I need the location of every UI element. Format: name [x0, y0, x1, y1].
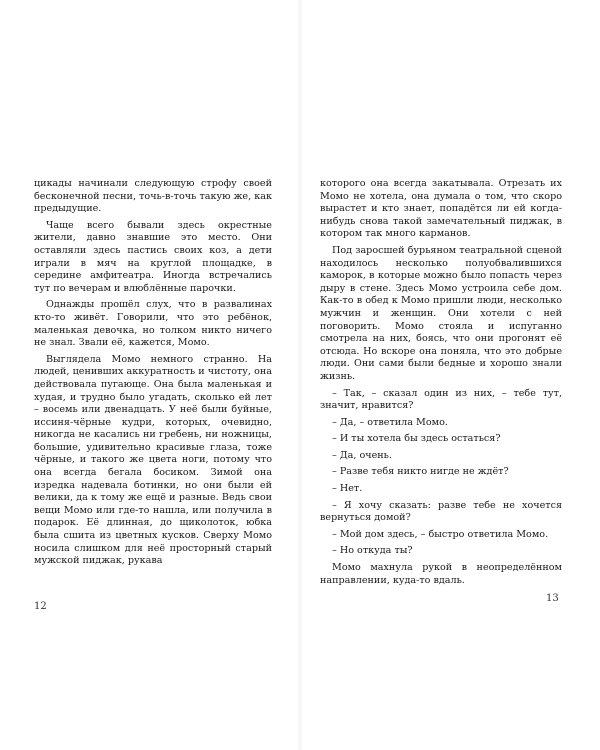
dialogue-line: – И ты хотела бы здесь остаться?	[332, 433, 501, 445]
paragraph: Чаще всего бывали здесь окрестные жители, давно знавшие это место. Они оставляли здесь пастись своих коз, а дети играли в мяч на круглой площадке, в середине амфитеатра. Иногда встречались тут по вечерам и влюблённые парочки.	[34, 219, 272, 294]
dialogue-line: – Так, – сказал один из них, – тебе тут, значит, нравится?	[320, 387, 562, 412]
page-number-right: 13	[546, 593, 559, 604]
dialogue-line: – Мой дом здесь, – быстро ответила Момо.	[332, 528, 549, 540]
paragraph: Однажды прошёл слух, что в развалинах кто-то живёт. Говорили, что это ребёнок, маленькая девочка, но толком никто ничего не знал. Звали её, кажется, Момо.	[34, 299, 272, 349]
right-page	[320, 178, 562, 587]
paragraph: Момо махнула рукой в неопределённом направлении, куда-то вдаль.	[320, 562, 562, 586]
dialogue-line: – Я хочу сказать: разве тебе не хочется вернуться домой?	[320, 499, 562, 524]
dialogue-line: – Нет.	[332, 483, 363, 495]
dialogue-line: – Разве тебя никто нигде не ждёт?	[332, 466, 509, 478]
page-gutter	[297, 0, 303, 750]
page-number-left: 12	[34, 601, 47, 612]
paragraph: Выглядела Момо немного странно. На людей, ценивших аккуратность и чистоту, она действовала пугающе. Она была маленькая и худая, и трудно было угадать, сколько ей лет – восемь или двенадцать. У неё были буйные, иссиня-чёрные кудри, которых, очевидно, никогда не касались ни гребень, ни ножницы, большие, удивительно красивые глаза, тоже чёрные, и такого же цвета ноги, потому что она всегда бегала босиком. Зимой она изредка надевала ботинки, но они были ей велики, да к тому же ещё и разные. Ведь свои вещи Момо или где-то нашла, или получила в подарок. Её длинная, до щиколоток, юбка была сшита из цветных кусков. Сверху Момо носила слишком для неё просторный старый мужской пиджак, рукава	[34, 353, 272, 567]
left-page	[34, 178, 272, 568]
paragraph: которого она всегда закатывала. Отрезать их Момо не хотела, она думала о том, что скоро вырастет и кто знает, попадётся ли ей когда-нибудь снова такой замечательный пиджак, в котором так много карманов.	[320, 178, 562, 240]
dialogue-line: – Да, очень.	[332, 449, 392, 461]
dialogue-line: – Да, – ответила Момо.	[332, 416, 448, 428]
dialogue-line: – Но откуда ты?	[332, 545, 413, 557]
paragraph: цикады начинали следующую строфу своей бесконечной песни, точь-в-точь такую же, как предыдущие.	[34, 178, 272, 215]
paragraph: Под заросшей бурьяном театральной сценой находилось несколько полуобвалившихся каморок, в которые можно было попасть через дыру в стене. Здесь Момо устроила себе дом. Как-то в обед к Момо пришли люди, несколько мужчин и женщин. Они хотели с ней поговорить. Момо стояла и испуганно смотрела на них, боясь, что они прогонят её отсюда. Но вскоре она поняла, что это добрые люди. Они сами были бедные и хорошо знали жизнь.	[320, 244, 562, 382]
